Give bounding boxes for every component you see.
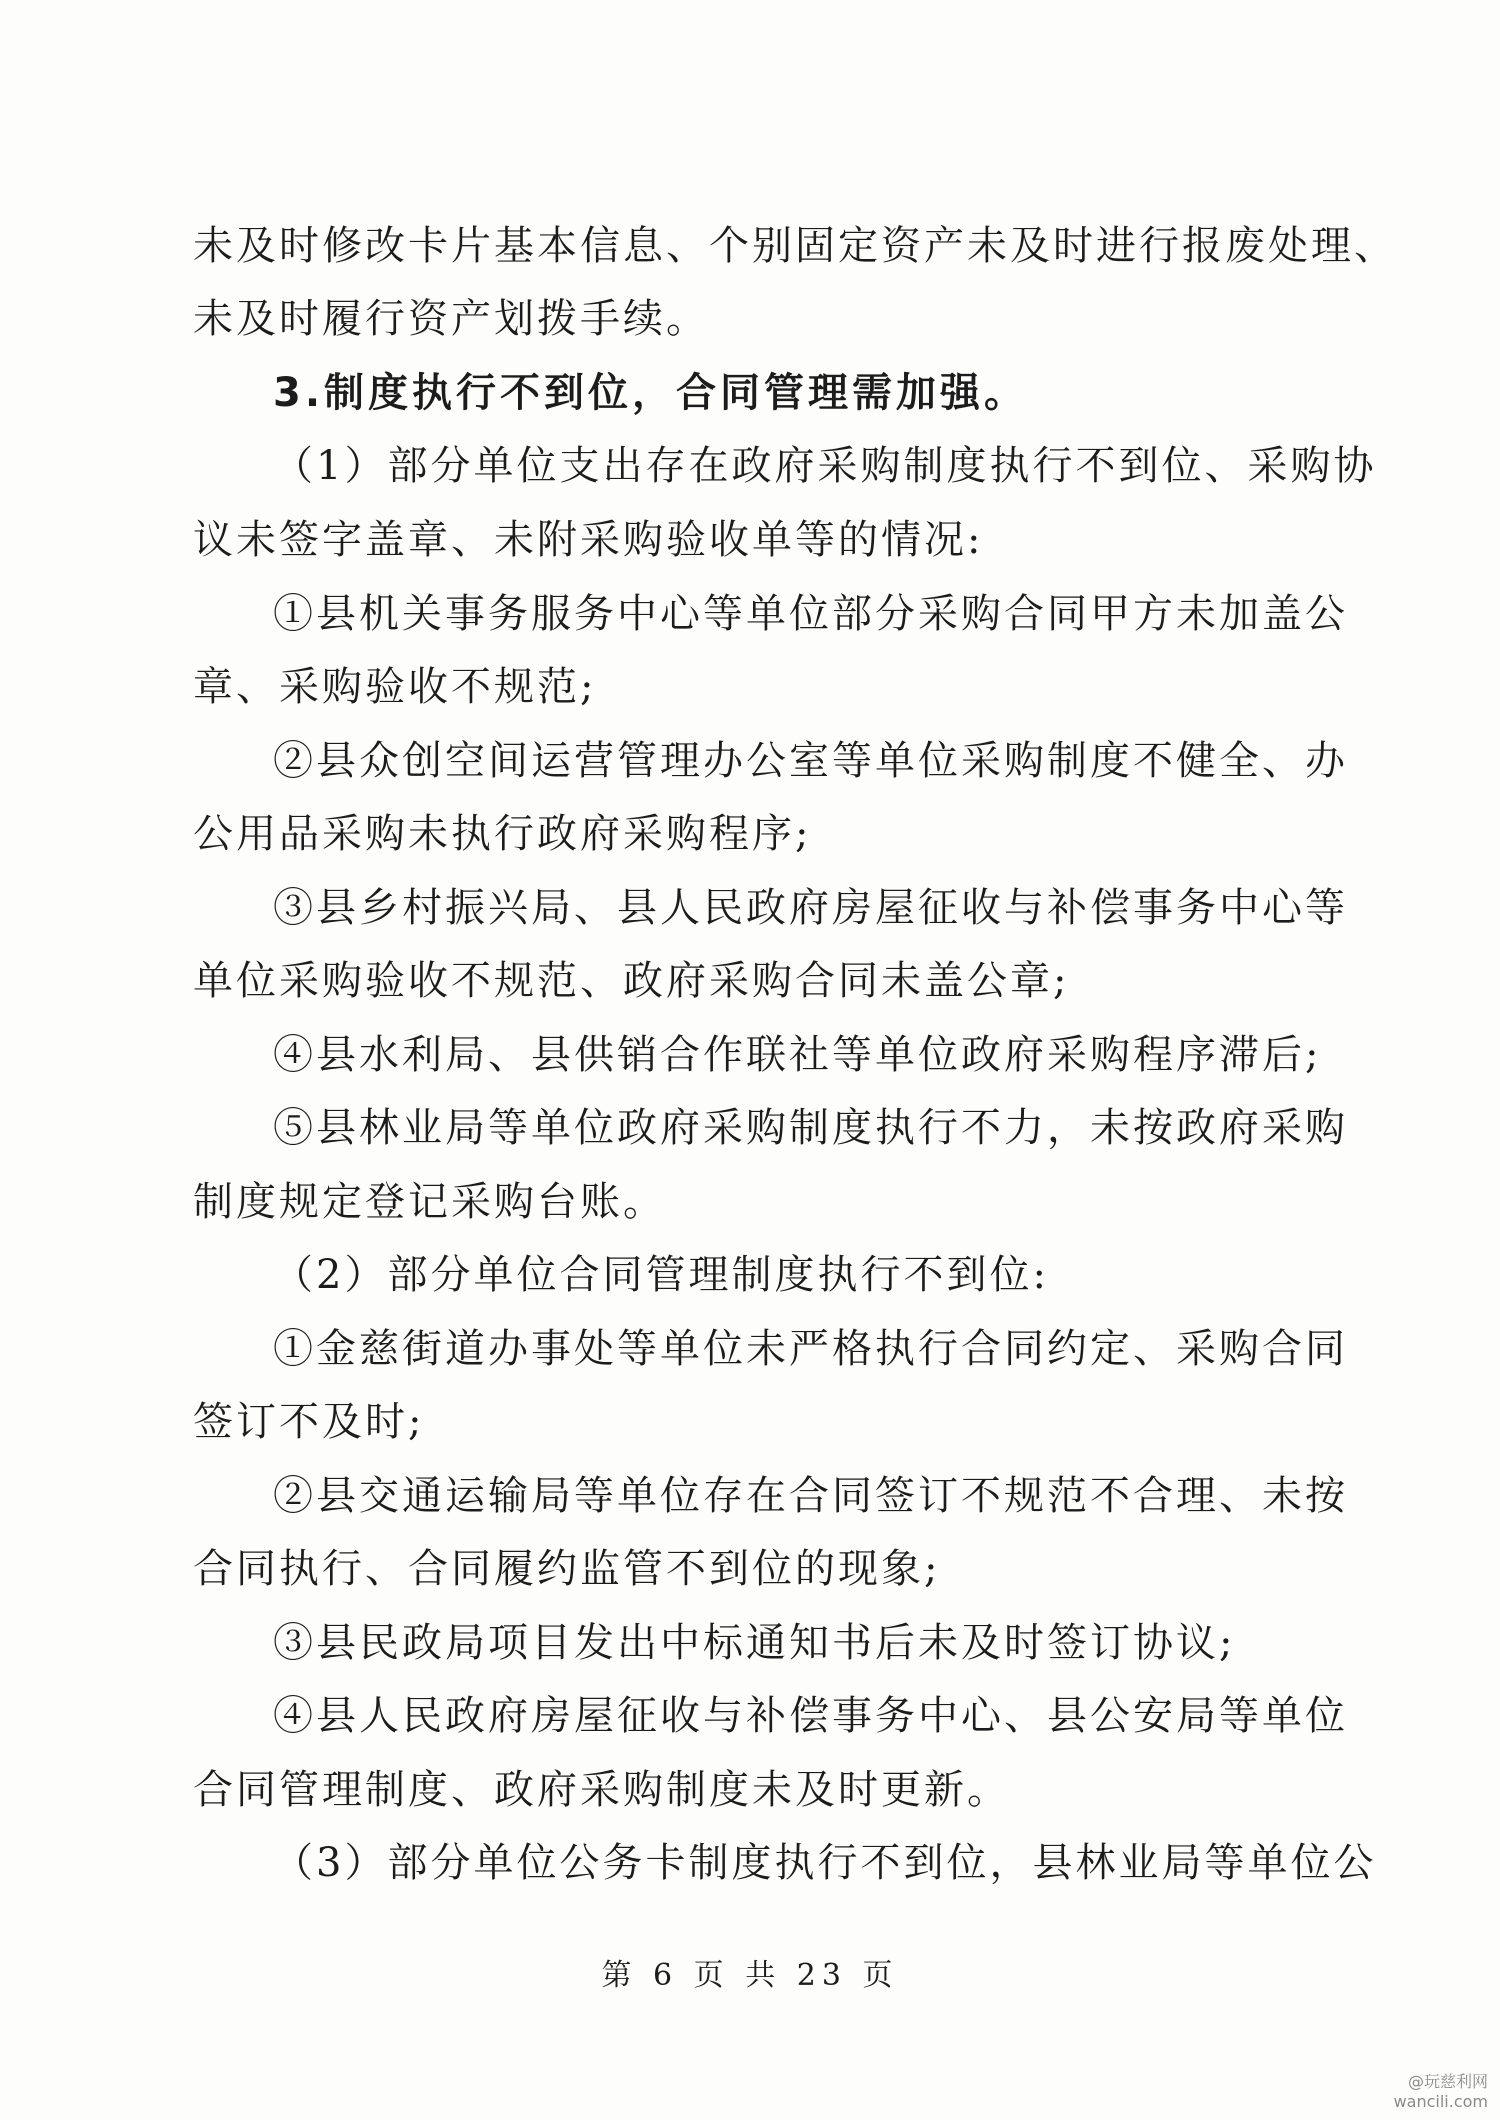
list-item: ③县乡村振兴局、县人民政府房屋征收与补偿事务中心等 [273,885,1348,931]
body-line: 公用品采购未执行政府采购程序; [193,811,812,857]
body-line: 制度规定登记采购台账。 [193,1179,666,1225]
list-item: ④县水利局、县供销合作联社等单位政府采购程序滞后; [273,1032,1322,1078]
list-item: ①县机关事务服务中心等单位部分采购合同甲方未加盖公 [273,591,1348,637]
body-line: 签订不及时; [193,1399,425,1445]
page-number: 第 6 页 共 23 页 [601,1958,899,1993]
watermark-url: wancili.com [1393,2092,1488,2111]
watermark-line: @玩慈利网 [1407,2072,1488,2091]
body-line: 未及时履行资产划拨手续。 [193,296,709,342]
list-item: ③县民政局项目发出中标通知书后未及时签订协议; [273,1620,1236,1666]
body-line: 章、采购验收不规范; [193,664,597,710]
body-line: 单位采购验收不规范、政府采购合同未盖公章; [193,958,1070,1004]
list-item: ②县交通运输局等单位存在合同签订不规范不合理、未按 [273,1473,1348,1519]
list-item: ①金慈街道办事处等单位未严格执行合同约定、采购合同 [273,1326,1348,1372]
body-line: 未及时修改卡片基本信息、个别固定资产未及时进行报废处理、 [193,223,1397,269]
list-item: ②县众创空间运营管理办公室等单位采购制度不健全、办 [273,738,1348,784]
body-line: （3）部分单位公务卡制度执行不到位，县林业局等单位公 [273,1840,1377,1886]
section-heading: 3.制度执行不到位，合同管理需加强。 [273,370,1029,416]
site-watermark [1394,2072,1488,2112]
list-item: ⑤县林业局等单位政府采购制度执行不力，未按政府采购 [273,1105,1348,1151]
body-line: 合同执行、合同履约监管不到位的现象; [193,1546,941,1592]
body-line: 议未签字盖章、未附采购验收单等的情况: [193,517,984,563]
body-line: 合同管理制度、政府采购制度未及时更新。 [193,1767,1010,1813]
body-line: （2）部分单位合同管理制度执行不到位: [273,1252,1049,1298]
body-line: （1）部分单位支出存在政府采购制度执行不到位、采购协 [273,443,1377,489]
list-item: ④县人民政府房屋征收与补偿事务中心、县公安局等单位 [273,1693,1348,1739]
